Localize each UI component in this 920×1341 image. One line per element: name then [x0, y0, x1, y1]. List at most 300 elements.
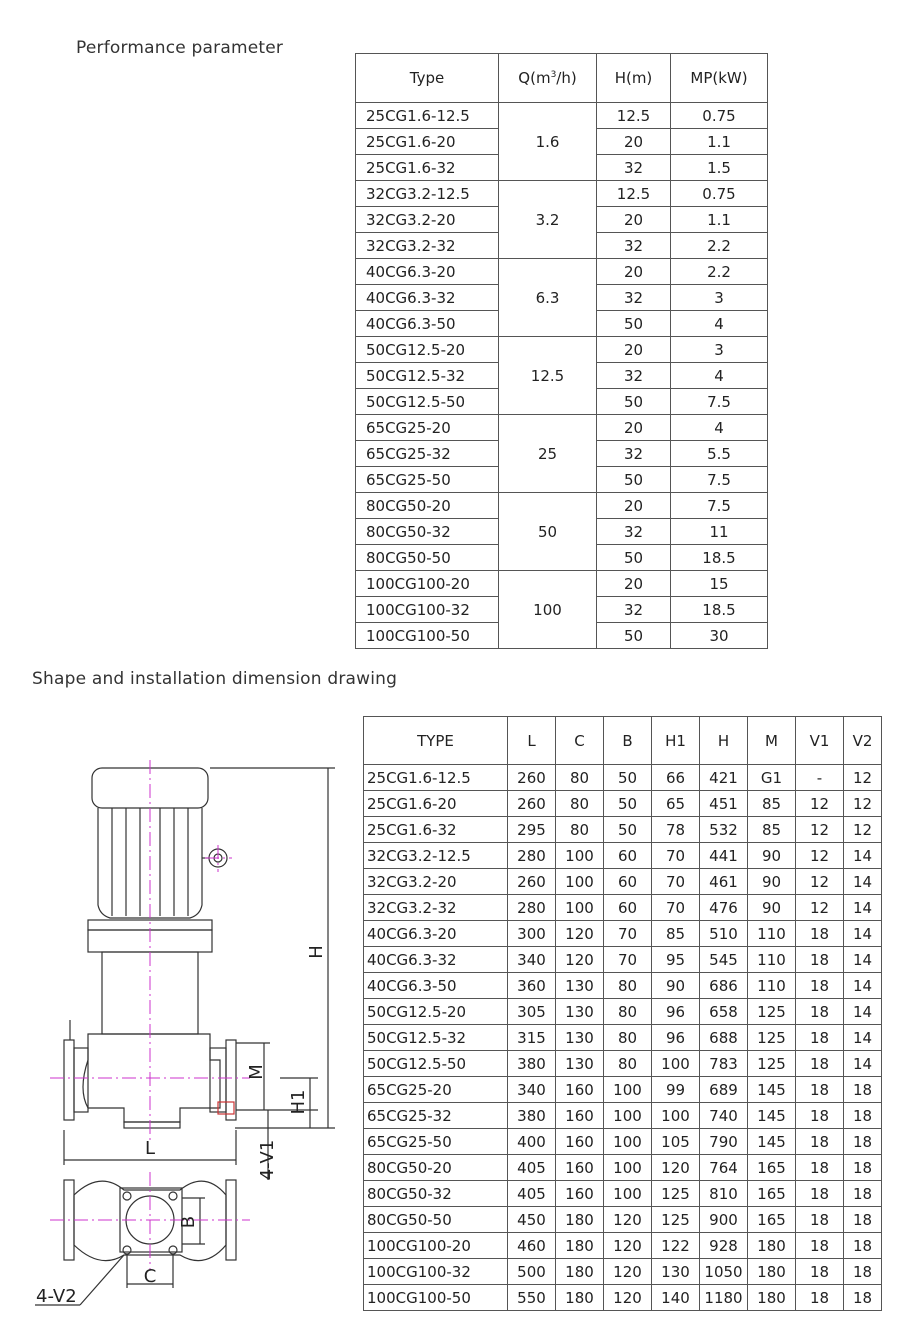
dim-cell-m: 180 [748, 1259, 796, 1285]
performance-row [356, 571, 768, 597]
cell-h: 32 [597, 597, 671, 623]
dim-cell-h: 928 [700, 1233, 748, 1259]
dim-cell-v2: 14 [844, 947, 882, 973]
dim-cell-v2: 18 [844, 1285, 882, 1311]
dim-cell-h: 740 [700, 1103, 748, 1129]
dim-cell-m: 125 [748, 999, 796, 1025]
col-h-header: H(m) [597, 54, 671, 103]
cell-h: 20 [597, 129, 671, 155]
dim-cell-b: 70 [604, 921, 652, 947]
cell-h: 32 [597, 285, 671, 311]
dim-cell-type: 50CG12.5-20 [364, 999, 508, 1025]
dim-cell-m: 125 [748, 1051, 796, 1077]
dim-cell-h1: 96 [652, 999, 700, 1025]
cell-type: 65CG25-20 [356, 415, 499, 441]
dim-cell-type: 80CG50-32 [364, 1181, 508, 1207]
dimension-row [364, 1155, 882, 1181]
dim-cell-c: 160 [556, 1181, 604, 1207]
performance-header-row [356, 54, 768, 103]
dim-cell-v2: 14 [844, 999, 882, 1025]
dim-cell-type: 32CG3.2-12.5 [364, 843, 508, 869]
dim-cell-c: 100 [556, 869, 604, 895]
dim-cell-l: 260 [508, 765, 556, 791]
dim-cell-h1: 105 [652, 1129, 700, 1155]
cell-type: 25CG1.6-20 [356, 129, 499, 155]
q-label-pre: Q(m [518, 69, 551, 87]
dim-cell-m: 145 [748, 1077, 796, 1103]
cell-mp: 15 [671, 571, 768, 597]
cell-mp: 1.5 [671, 155, 768, 181]
dim-cell-type: 40CG6.3-32 [364, 947, 508, 973]
performance-row [356, 337, 768, 363]
dim-cell-v2: 14 [844, 1051, 882, 1077]
dim-cell-type: 50CG12.5-50 [364, 1051, 508, 1077]
cell-mp: 18.5 [671, 597, 768, 623]
dim-cell-b: 60 [604, 895, 652, 921]
cell-type: 100CG100-50 [356, 623, 499, 649]
dim-cell-l: 280 [508, 895, 556, 921]
dim-cell-h: 441 [700, 843, 748, 869]
dim-cell-v1: 18 [796, 1207, 844, 1233]
col-mp-header: MP(kW) [671, 54, 768, 103]
dim-cell-c: 120 [556, 921, 604, 947]
dim-cell-h1: 85 [652, 921, 700, 947]
dim-cell-b: 100 [604, 1103, 652, 1129]
dim-cell-v2: 18 [844, 1077, 882, 1103]
dim-cell-h1: 100 [652, 1103, 700, 1129]
dim-cell-m: 90 [748, 895, 796, 921]
cell-h: 32 [597, 519, 671, 545]
dim-cell-c: 80 [556, 765, 604, 791]
dim-cell-type: 50CG12.5-32 [364, 1025, 508, 1051]
dim-cell-v1: 18 [796, 1077, 844, 1103]
dim-cell-l: 300 [508, 921, 556, 947]
cell-h: 20 [597, 493, 671, 519]
dim-col-header-type: TYPE [364, 717, 508, 765]
dim-cell-c: 80 [556, 791, 604, 817]
dim-cell-b: 50 [604, 791, 652, 817]
dim-cell-l: 340 [508, 1077, 556, 1103]
dim-cell-v1: 12 [796, 817, 844, 843]
dim-cell-l: 405 [508, 1155, 556, 1181]
dim-cell-v1: 18 [796, 1103, 844, 1129]
dimension-row [364, 765, 882, 791]
dim-cell-v2: 14 [844, 973, 882, 999]
dim-cell-b: 100 [604, 1077, 652, 1103]
cell-mp: 0.75 [671, 181, 768, 207]
dim-col-header-b: B [604, 717, 652, 765]
dim-cell-type: 80CG50-20 [364, 1155, 508, 1181]
cell-mp: 11 [671, 519, 768, 545]
dim-cell-v2: 14 [844, 895, 882, 921]
cell-type: 80CG50-32 [356, 519, 499, 545]
dim-cell-c: 130 [556, 1025, 604, 1051]
dim-cell-l: 400 [508, 1129, 556, 1155]
cell-mp: 4 [671, 363, 768, 389]
inlet-flange [64, 1040, 74, 1120]
dim-cell-h: 1180 [700, 1285, 748, 1311]
dim-cell-l: 460 [508, 1233, 556, 1259]
dim-cell-c: 130 [556, 999, 604, 1025]
dimension-row [364, 1129, 882, 1155]
dim-cell-h1: 125 [652, 1207, 700, 1233]
dim-cell-v2: 14 [844, 1025, 882, 1051]
dim-col-header-h: H [700, 717, 748, 765]
label-v1: 4-V1 [257, 1139, 278, 1181]
dim-cell-h: 476 [700, 895, 748, 921]
dim-cell-b: 120 [604, 1285, 652, 1311]
dim-cell-v1: - [796, 765, 844, 791]
performance-table [355, 53, 768, 649]
dim-cell-h1: 99 [652, 1077, 700, 1103]
performance-row [356, 181, 768, 207]
dim-cell-m: 110 [748, 947, 796, 973]
label-b: B [178, 1215, 199, 1229]
dimension-row [364, 947, 882, 973]
dim-cell-m: 125 [748, 1025, 796, 1051]
dim-cell-c: 180 [556, 1207, 604, 1233]
dim-cell-l: 450 [508, 1207, 556, 1233]
cell-h: 32 [597, 233, 671, 259]
dim-cell-v2: 12 [844, 791, 882, 817]
dim-cell-c: 160 [556, 1077, 604, 1103]
col-q-header [499, 54, 597, 103]
dim-cell-h: 451 [700, 791, 748, 817]
dimension-row [364, 1207, 882, 1233]
cell-h: 20 [597, 337, 671, 363]
dim-cell-c: 180 [556, 1259, 604, 1285]
dim-cell-v2: 14 [844, 869, 882, 895]
q-label-post: /h) [556, 69, 577, 87]
dimension-heading: Shape and installation dimension drawing [32, 669, 398, 689]
label-v2: 4-V2 [36, 1286, 77, 1307]
dim-cell-h1: 70 [652, 869, 700, 895]
cell-type: 25CG1.6-32 [356, 155, 499, 181]
cell-type: 40CG6.3-20 [356, 259, 499, 285]
dimension-row [364, 869, 882, 895]
cell-h: 20 [597, 571, 671, 597]
dim-cell-h: 510 [700, 921, 748, 947]
cell-h: 50 [597, 545, 671, 571]
dim-cell-b: 80 [604, 1051, 652, 1077]
dim-cell-v2: 12 [844, 817, 882, 843]
cell-type: 32CG3.2-12.5 [356, 181, 499, 207]
cell-mp: 0.75 [671, 103, 768, 129]
cell-type: 25CG1.6-12.5 [356, 103, 499, 129]
cell-h: 50 [597, 389, 671, 415]
dim-cell-type: 40CG6.3-20 [364, 921, 508, 947]
performance-heading: Performance parameter [76, 38, 284, 58]
dim-cell-type: 25CG1.6-20 [364, 791, 508, 817]
dimension-row [364, 1285, 882, 1311]
dim-cell-h: 461 [700, 869, 748, 895]
dim-cell-h: 421 [700, 765, 748, 791]
dim-cell-h1: 65 [652, 791, 700, 817]
dim-cell-c: 160 [556, 1155, 604, 1181]
dim-cell-v1: 18 [796, 1155, 844, 1181]
dim-cell-m: 165 [748, 1155, 796, 1181]
dim-cell-h: 900 [700, 1207, 748, 1233]
cell-q: 1.6 [499, 103, 597, 181]
cell-mp: 2.2 [671, 233, 768, 259]
cell-type: 65CG25-32 [356, 441, 499, 467]
cell-h: 12.5 [597, 103, 671, 129]
dim-cell-h: 764 [700, 1155, 748, 1181]
dim-cell-l: 315 [508, 1025, 556, 1051]
cell-q: 100 [499, 571, 597, 649]
dimension-header-row [364, 717, 882, 765]
cell-h: 50 [597, 311, 671, 337]
dim-cell-v1: 18 [796, 1285, 844, 1311]
dim-cell-c: 180 [556, 1233, 604, 1259]
dim-cell-v1: 18 [796, 1259, 844, 1285]
label-h1: H1 [288, 1089, 309, 1115]
dim-cell-l: 380 [508, 1051, 556, 1077]
performance-row [356, 493, 768, 519]
dim-cell-v1: 18 [796, 1181, 844, 1207]
cell-h: 12.5 [597, 181, 671, 207]
dim-cell-h1: 66 [652, 765, 700, 791]
dim-col-header-v1: V1 [796, 717, 844, 765]
dim-cell-type: 25CG1.6-12.5 [364, 765, 508, 791]
cell-type: 80CG50-20 [356, 493, 499, 519]
dim-cell-h1: 70 [652, 843, 700, 869]
dim-cell-c: 130 [556, 1051, 604, 1077]
dim-cell-c: 120 [556, 947, 604, 973]
dim-cell-h: 545 [700, 947, 748, 973]
dim-cell-h: 532 [700, 817, 748, 843]
cell-q: 25 [499, 415, 597, 493]
dimension-row [364, 921, 882, 947]
dimension-row [364, 973, 882, 999]
cell-h: 20 [597, 259, 671, 285]
dim-cell-c: 160 [556, 1129, 604, 1155]
label-c: C [143, 1266, 157, 1287]
dim-cell-v2: 18 [844, 1129, 882, 1155]
dim-cell-h: 688 [700, 1025, 748, 1051]
cell-mp: 3 [671, 285, 768, 311]
dim-cell-c: 160 [556, 1103, 604, 1129]
dim-cell-l: 360 [508, 973, 556, 999]
cell-h: 50 [597, 467, 671, 493]
dim-cell-l: 340 [508, 947, 556, 973]
cell-mp: 3 [671, 337, 768, 363]
dim-col-header-v2: V2 [844, 717, 882, 765]
cell-q: 50 [499, 493, 597, 571]
cell-q: 3.2 [499, 181, 597, 259]
dimension-row [364, 1103, 882, 1129]
dim-cell-v1: 18 [796, 1025, 844, 1051]
dimension-row [364, 1181, 882, 1207]
q-label-sup: 3 [550, 70, 557, 80]
cell-type: 100CG100-20 [356, 571, 499, 597]
dim-cell-b: 60 [604, 869, 652, 895]
cell-mp: 1.1 [671, 207, 768, 233]
dim-cell-h1: 120 [652, 1155, 700, 1181]
cell-h: 32 [597, 441, 671, 467]
cell-type: 65CG25-50 [356, 467, 499, 493]
dim-cell-b: 100 [604, 1155, 652, 1181]
dim-cell-v2: 14 [844, 921, 882, 947]
dim-cell-v2: 18 [844, 1233, 882, 1259]
dim-cell-type: 32CG3.2-32 [364, 895, 508, 921]
cell-mp: 7.5 [671, 493, 768, 519]
cell-mp: 18.5 [671, 545, 768, 571]
dim-cell-l: 500 [508, 1259, 556, 1285]
dim-cell-h1: 96 [652, 1025, 700, 1051]
cell-q: 12.5 [499, 337, 597, 415]
dim-cell-h: 1050 [700, 1259, 748, 1285]
cell-q: 6.3 [499, 259, 597, 337]
dim-cell-h: 658 [700, 999, 748, 1025]
dimension-row [364, 791, 882, 817]
dim-cell-b: 80 [604, 1025, 652, 1051]
dim-cell-h: 689 [700, 1077, 748, 1103]
dim-cell-v1: 12 [796, 791, 844, 817]
cell-type: 40CG6.3-50 [356, 311, 499, 337]
dim-cell-m: 145 [748, 1129, 796, 1155]
dim-cell-b: 120 [604, 1207, 652, 1233]
dim-cell-v1: 18 [796, 973, 844, 999]
dim-cell-v1: 18 [796, 921, 844, 947]
dim-cell-b: 60 [604, 843, 652, 869]
dim-cell-v1: 18 [796, 1129, 844, 1155]
dimension-row [364, 999, 882, 1025]
dim-cell-m: 90 [748, 869, 796, 895]
dim-cell-type: 65CG25-32 [364, 1103, 508, 1129]
cell-mp: 7.5 [671, 389, 768, 415]
dim-cell-type: 40CG6.3-50 [364, 973, 508, 999]
performance-row [356, 415, 768, 441]
cell-h: 32 [597, 155, 671, 181]
label-m: M [246, 1064, 267, 1080]
dim-cell-v2: 18 [844, 1207, 882, 1233]
cell-type: 40CG6.3-32 [356, 285, 499, 311]
dim-cell-type: 25CG1.6-32 [364, 817, 508, 843]
cell-mp: 1.1 [671, 129, 768, 155]
dim-cell-h: 810 [700, 1181, 748, 1207]
dimension-table [363, 716, 882, 1311]
cell-h: 50 [597, 623, 671, 649]
cell-h: 20 [597, 207, 671, 233]
dim-cell-type: 65CG25-20 [364, 1077, 508, 1103]
dim-cell-v1: 18 [796, 1051, 844, 1077]
cell-type: 80CG50-50 [356, 545, 499, 571]
dim-cell-v2: 18 [844, 1155, 882, 1181]
dimension-row [364, 817, 882, 843]
dim-cell-b: 100 [604, 1129, 652, 1155]
dim-col-header-c: C [556, 717, 604, 765]
dim-cell-v2: 18 [844, 1181, 882, 1207]
dim-cell-m: 85 [748, 817, 796, 843]
dim-cell-c: 130 [556, 973, 604, 999]
cell-mp: 4 [671, 311, 768, 337]
dimension-row [364, 843, 882, 869]
dim-cell-h1: 78 [652, 817, 700, 843]
dim-cell-m: G1 [748, 765, 796, 791]
dim-cell-b: 100 [604, 1181, 652, 1207]
dim-cell-h1: 130 [652, 1259, 700, 1285]
dim-cell-v1: 12 [796, 869, 844, 895]
dim-cell-c: 80 [556, 817, 604, 843]
performance-row [356, 259, 768, 285]
dim-col-header-l: L [508, 717, 556, 765]
dim-cell-h1: 95 [652, 947, 700, 973]
dim-cell-v2: 12 [844, 765, 882, 791]
dim-cell-b: 80 [604, 973, 652, 999]
cell-mp: 7.5 [671, 467, 768, 493]
dimension-row [364, 1025, 882, 1051]
dimension-row [364, 895, 882, 921]
dim-cell-h: 790 [700, 1129, 748, 1155]
cell-mp: 2.2 [671, 259, 768, 285]
cell-type: 50CG12.5-20 [356, 337, 499, 363]
cell-type: 100CG100-32 [356, 597, 499, 623]
dim-cell-h1: 70 [652, 895, 700, 921]
dim-cell-v2: 14 [844, 843, 882, 869]
dim-cell-m: 180 [748, 1233, 796, 1259]
cell-h: 32 [597, 363, 671, 389]
dim-cell-h: 686 [700, 973, 748, 999]
cell-type: 50CG12.5-50 [356, 389, 499, 415]
dimension-row [364, 1077, 882, 1103]
col-type-header: Type [356, 54, 499, 103]
dim-cell-type: 32CG3.2-20 [364, 869, 508, 895]
dim-cell-m: 90 [748, 843, 796, 869]
cell-mp: 30 [671, 623, 768, 649]
dim-cell-m: 110 [748, 973, 796, 999]
dim-cell-v1: 12 [796, 895, 844, 921]
dim-cell-h: 783 [700, 1051, 748, 1077]
dim-cell-m: 165 [748, 1207, 796, 1233]
dim-cell-h1: 125 [652, 1181, 700, 1207]
dim-cell-c: 100 [556, 895, 604, 921]
dim-cell-l: 260 [508, 869, 556, 895]
dim-cell-type: 80CG50-50 [364, 1207, 508, 1233]
dim-cell-l: 550 [508, 1285, 556, 1311]
dim-cell-m: 165 [748, 1181, 796, 1207]
dim-cell-h1: 122 [652, 1233, 700, 1259]
dimension-row [364, 1051, 882, 1077]
label-l: L [144, 1138, 156, 1159]
dim-cell-b: 80 [604, 999, 652, 1025]
cell-type: 32CG3.2-20 [356, 207, 499, 233]
dim-cell-type: 100CG100-20 [364, 1233, 508, 1259]
dim-cell-l: 280 [508, 843, 556, 869]
label-h: H [306, 945, 327, 959]
dim-cell-b: 50 [604, 817, 652, 843]
dim-cell-l: 295 [508, 817, 556, 843]
dim-cell-m: 110 [748, 921, 796, 947]
dim-cell-v2: 18 [844, 1103, 882, 1129]
cell-mp: 5.5 [671, 441, 768, 467]
dim-cell-v1: 18 [796, 1233, 844, 1259]
dim-cell-m: 145 [748, 1103, 796, 1129]
cell-type: 32CG3.2-32 [356, 233, 499, 259]
dim-cell-b: 120 [604, 1259, 652, 1285]
dim-cell-m: 85 [748, 791, 796, 817]
dim-cell-h1: 90 [652, 973, 700, 999]
dim-cell-type: 100CG100-50 [364, 1285, 508, 1311]
dim-cell-type: 100CG100-32 [364, 1259, 508, 1285]
performance-row [356, 103, 768, 129]
dim-cell-h1: 100 [652, 1051, 700, 1077]
dim-cell-v1: 18 [796, 947, 844, 973]
dimension-row [364, 1259, 882, 1285]
cell-h: 20 [597, 415, 671, 441]
dim-cell-c: 100 [556, 843, 604, 869]
dim-cell-h1: 140 [652, 1285, 700, 1311]
